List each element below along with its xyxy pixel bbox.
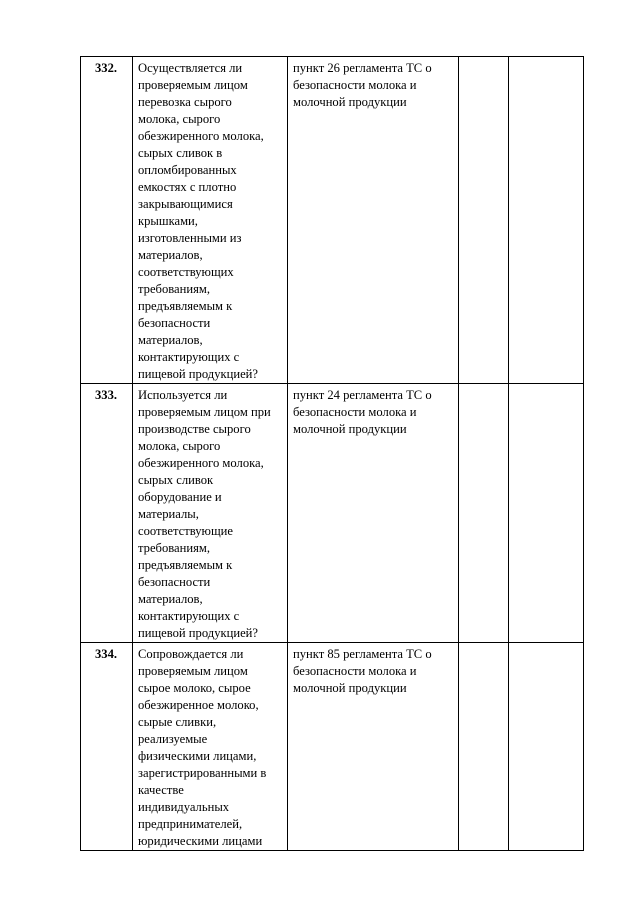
table-row bbox=[81, 643, 584, 851]
table-row bbox=[81, 57, 584, 384]
regulation-reference: пункт 26 регламента ТС о безопасности молока и молочной продукции bbox=[288, 57, 459, 384]
requirement-question: Осуществляется ли проверяемым лицом перевозка сырого молока, сырого обезжиренного молока, сырых сливок в опломбированных емкостях с плотно закрывающимися крышками, изготовленными из материалов, соответствующих требованиям, предъявляемым к безопасности материалов, контактирующих с пищевой продукцией? bbox=[133, 57, 288, 384]
checklist-table bbox=[80, 56, 584, 851]
empty-cell bbox=[459, 57, 509, 384]
table-row bbox=[81, 384, 584, 643]
row-number: 334. bbox=[81, 643, 133, 851]
row-number: 332. bbox=[81, 57, 133, 384]
regulation-reference: пункт 24 регламента ТС о безопасности молока и молочной продукции bbox=[288, 384, 459, 643]
requirement-question: Сопровождается ли проверяемым лицом сырое молоко, сырое обезжиренное молоко, сырые сливки, реализуемые физическими лицами, зарегистрированными в качестве индивидуальных предпринимателей, юридическими лицами bbox=[133, 643, 288, 851]
requirement-question: Используется ли проверяемым лицом при производстве сырого молока, сырого обезжиренного молока, сырых сливок оборудование и материалы, соответствующие требованиям, предъявляемым к безопасности материалов, контактирующих с пищевой продукцией? bbox=[133, 384, 288, 643]
regulation-reference: пункт 85 регламента ТС о безопасности молока и молочной продукции bbox=[288, 643, 459, 851]
empty-cell bbox=[509, 57, 584, 384]
empty-cell bbox=[459, 643, 509, 851]
row-number: 333. bbox=[81, 384, 133, 643]
empty-cell bbox=[509, 643, 584, 851]
empty-cell bbox=[459, 384, 509, 643]
empty-cell bbox=[509, 384, 584, 643]
